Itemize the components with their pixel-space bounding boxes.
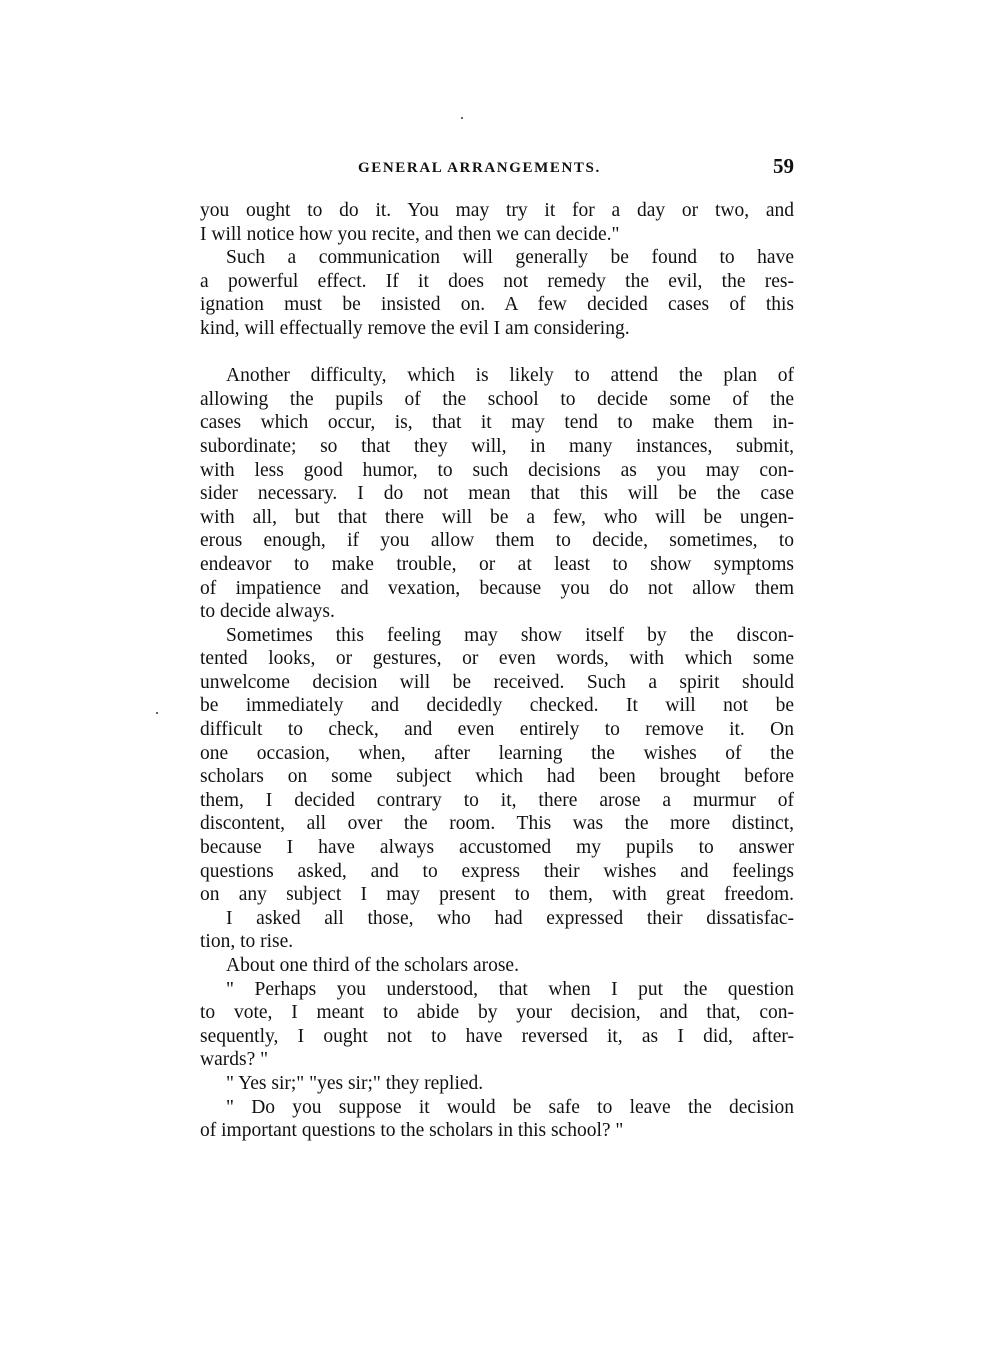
text-line: ignation must be insisted on. A few decided cases of this — [200, 294, 794, 316]
paragraph-3 — [200, 364, 794, 624]
running-head: GENERAL ARRANGEMENTS. — [358, 160, 601, 176]
text-line: cases which occur, is, that it may tend to make them in- — [200, 412, 794, 434]
text-line: subordinate; so that they will, in many instances, submit, — [200, 435, 794, 457]
text-line: I will notice how you recite, and then we can decide." — [200, 223, 620, 245]
text-line: of impatience and vexation, because you do not allow them — [200, 577, 794, 599]
text-line: I asked all those, who had expressed their dissatisfac- — [226, 907, 794, 929]
paragraph-9 — [200, 1096, 794, 1143]
paragraph-8 — [200, 1072, 794, 1096]
text-line: because I have always accustomed my pupils to answer — [200, 837, 794, 859]
text-line: to decide always. — [200, 601, 335, 623]
ink-speck — [461, 117, 463, 119]
text-line: Such a communication will generally be found to have — [226, 247, 794, 269]
page-header — [200, 154, 794, 184]
section-break — [200, 341, 794, 365]
text-line: tented looks, or gestures, or even words, with which some — [200, 648, 794, 670]
text-line: unwelcome decision will be received. Such a spirit should — [200, 671, 794, 693]
text-line: to vote, I meant to abide by your decision, and that, con- — [200, 1002, 794, 1024]
paragraph-2 — [200, 246, 794, 340]
text-line: sequently, I ought not to have reversed it, as I did, after- — [200, 1025, 794, 1047]
text-line: with all, but that there will be a few, who will be ungen- — [200, 506, 794, 528]
text-line: " Perhaps you understood, that when I put the question — [226, 978, 794, 1000]
text-line: scholars on some subject which had been brought before — [200, 766, 794, 788]
paragraph-7 — [200, 978, 794, 1072]
paragraph-6 — [200, 954, 794, 978]
text-line: with less good humor, to such decisions as you may con- — [200, 459, 794, 481]
text-line: About one third of the scholars arose. — [226, 955, 519, 976]
text-line: " Do you suppose it would be safe to leave the decision — [226, 1096, 794, 1118]
page-number: 59 — [773, 154, 794, 178]
paragraph-4 — [200, 624, 794, 907]
text-line: of important questions to the scholars in this school? " — [200, 1120, 624, 1142]
ink-speck — [156, 712, 158, 714]
body-text — [200, 199, 794, 1143]
text-line: you ought to do it. You may try it for a day or two, and — [200, 200, 794, 221]
text-line: allowing the pupils of the school to decide some of the — [200, 388, 794, 410]
text-line: endeavor to make trouble, or at least to show symptoms — [200, 553, 794, 575]
text-line: be immediately and decidedly checked. It will not be — [200, 695, 794, 717]
paragraph-5 — [200, 907, 794, 954]
text-line: kind, will effectually remove the evil I am considering. — [200, 317, 630, 339]
text-line: erous enough, if you allow them to decide, sometimes, to — [200, 530, 794, 552]
text-line: " Yes sir;" "yes sir;" they replied. — [226, 1072, 484, 1094]
text-line: them, I decided contrary to it, there arose a murmur of — [200, 789, 794, 811]
text-line: on any subject I may present to them, with great freedom. — [200, 884, 794, 906]
text-line: wards? " — [200, 1049, 269, 1071]
text-line: one occasion, when, after learning the wishes of the — [200, 742, 794, 764]
text-line: Another difficulty, which is likely to attend the plan of — [226, 365, 794, 387]
text-line: tion, to rise. — [200, 931, 294, 953]
text-line: difficult to check, and even entirely to remove it. On — [200, 719, 794, 741]
text-line: a powerful effect. If it does not remedy the evil, the res- — [200, 270, 794, 292]
text-line: discontent, all over the room. This was the more distinct, — [200, 813, 794, 835]
text-line: questions asked, and to express their wishes and feelings — [200, 860, 794, 882]
paragraph-1 — [200, 199, 794, 246]
text-line: Sometimes this feeling may show itself by the discon- — [226, 624, 794, 646]
text-line: sider necessary. I do not mean that this will be the case — [200, 483, 794, 505]
